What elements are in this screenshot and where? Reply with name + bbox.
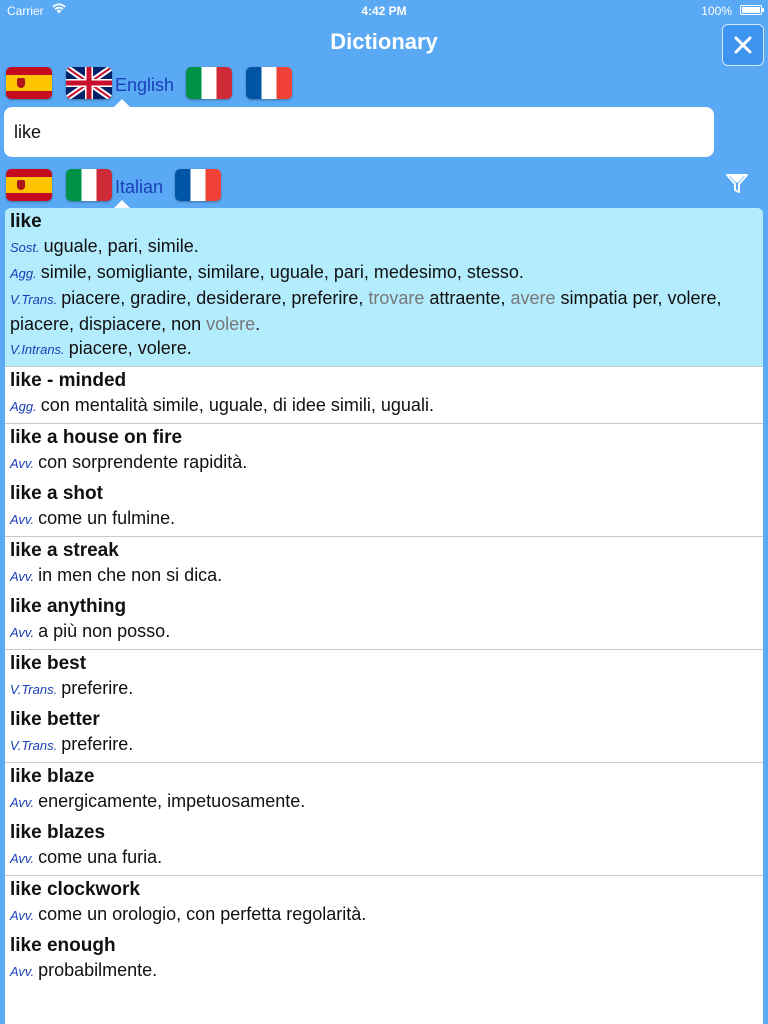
entry-definition	[10, 260, 758, 286]
list-item[interactable]	[5, 763, 763, 819]
part-of-speech: Sost.	[10, 240, 40, 255]
carrier-label: Carrier	[7, 4, 44, 18]
definition-text: energicamente, impetuosamente.	[38, 791, 306, 811]
entry-term: like enough	[10, 935, 116, 956]
list-item[interactable]	[5, 480, 763, 536]
source-language-label: English	[115, 75, 175, 95]
filter-icon[interactable]	[726, 174, 748, 199]
part-of-speech: Agg.	[10, 399, 37, 414]
part-of-speech: V.Intrans.	[10, 342, 65, 357]
entry-definition	[10, 676, 758, 702]
entry-term: like - minded	[10, 370, 127, 391]
definition-text: piacere, gradire, desiderare, preferire,	[61, 288, 369, 308]
definition-text: come un orologio, con perfetta regolarità.	[38, 904, 367, 924]
part-of-speech: V.Trans.	[10, 292, 58, 307]
entry-definition	[10, 958, 758, 984]
definition-text: preferire.	[61, 678, 134, 698]
entry-term: like	[10, 211, 42, 232]
list-item[interactable]	[5, 876, 763, 932]
entry-term: like a house on fire	[10, 427, 183, 448]
definition-text: con sorprendente rapidità.	[38, 452, 248, 472]
source-flag-italian[interactable]	[186, 67, 232, 99]
page-title: Dictionary	[330, 29, 438, 54]
list-item[interactable]	[5, 424, 763, 480]
target-flag-french[interactable]	[175, 169, 221, 201]
source-flag-french[interactable]	[246, 67, 292, 99]
part-of-speech: Avv.	[10, 512, 35, 527]
list-item[interactable]	[5, 208, 763, 366]
part-of-speech: Avv.	[10, 964, 35, 979]
target-flag-italian[interactable]	[66, 169, 112, 201]
entry-definition	[10, 393, 758, 419]
entry-term: like anything	[10, 596, 127, 617]
definition-text: attraente,	[424, 288, 511, 308]
definition-text: con mentalità simile, uguale, di idee simili, uguali.	[40, 395, 434, 415]
part-of-speech: Avv.	[10, 456, 35, 471]
definition-text: come un fulmine.	[38, 508, 176, 528]
clock: 4:42 PM	[361, 4, 407, 18]
definition-text: in men che non si dica.	[38, 565, 223, 585]
battery-percent: 100%	[701, 4, 732, 18]
definition-link-word[interactable]: trovare	[368, 288, 425, 308]
definition-text: preferire.	[61, 734, 134, 754]
entry-term: like clockwork	[10, 879, 140, 900]
definition-link-word[interactable]: avere	[510, 288, 556, 308]
entry-term: like best	[10, 653, 87, 674]
list-item[interactable]	[5, 819, 763, 875]
definition-text: a più non posso.	[38, 621, 171, 641]
entry-definition	[10, 286, 758, 336]
part-of-speech: Avv.	[10, 908, 35, 923]
source-flag-spanish[interactable]	[6, 67, 52, 99]
list-item[interactable]	[5, 650, 763, 706]
definition-text: uguale, pari, simile.	[43, 236, 199, 256]
nav-bar	[0, 20, 768, 62]
status-bar	[0, 0, 768, 20]
entry-definition	[10, 563, 758, 589]
entry-definition	[10, 732, 758, 758]
list-item[interactable]	[5, 932, 763, 988]
source-flag-english[interactable]	[66, 67, 112, 99]
entry-definition	[10, 619, 758, 645]
part-of-speech: Avv.	[10, 851, 35, 866]
target-language-label: Italian	[115, 177, 164, 197]
close-button[interactable]	[722, 24, 764, 66]
results-list	[5, 208, 763, 1024]
definition-text: simpatia per, volere, piacere, dispiacere, non	[10, 288, 722, 334]
target-flag-spanish[interactable]	[6, 169, 52, 201]
entry-definition	[10, 845, 758, 871]
entry-term: like blaze	[10, 766, 95, 787]
search-input-value: like	[14, 122, 42, 142]
definition-link-word[interactable]: volere	[206, 314, 256, 334]
part-of-speech: Agg.	[10, 266, 37, 281]
entry-definition	[10, 902, 758, 928]
entry-definition	[10, 789, 758, 815]
definition-text: come una furia.	[38, 847, 163, 867]
entry-definition	[10, 450, 758, 476]
part-of-speech: V.Trans.	[10, 682, 58, 697]
definition-text: simile, somigliante, similare, uguale, pari, medesimo, stesso.	[40, 262, 524, 282]
part-of-speech: Avv.	[10, 625, 35, 640]
definition-text: .	[255, 314, 261, 334]
part-of-speech: V.Trans.	[10, 738, 58, 753]
battery-icon	[740, 5, 762, 15]
list-item[interactable]	[5, 537, 763, 593]
search-input[interactable]	[4, 107, 714, 157]
entry-term: like a shot	[10, 483, 103, 504]
entry-definition	[10, 336, 758, 362]
entry-definition	[10, 234, 758, 260]
entry-term: like better	[10, 709, 100, 730]
definition-text: piacere, volere.	[68, 338, 192, 358]
part-of-speech: Avv.	[10, 795, 35, 810]
entry-term: like a streak	[10, 540, 119, 561]
entry-definition	[10, 506, 758, 532]
close-icon	[734, 36, 752, 54]
part-of-speech: Avv.	[10, 569, 35, 584]
entry-term: like blazes	[10, 822, 106, 843]
list-item[interactable]	[5, 593, 763, 649]
list-item[interactable]	[5, 706, 763, 762]
definition-text: probabilmente.	[38, 960, 158, 980]
list-item[interactable]	[5, 367, 763, 423]
